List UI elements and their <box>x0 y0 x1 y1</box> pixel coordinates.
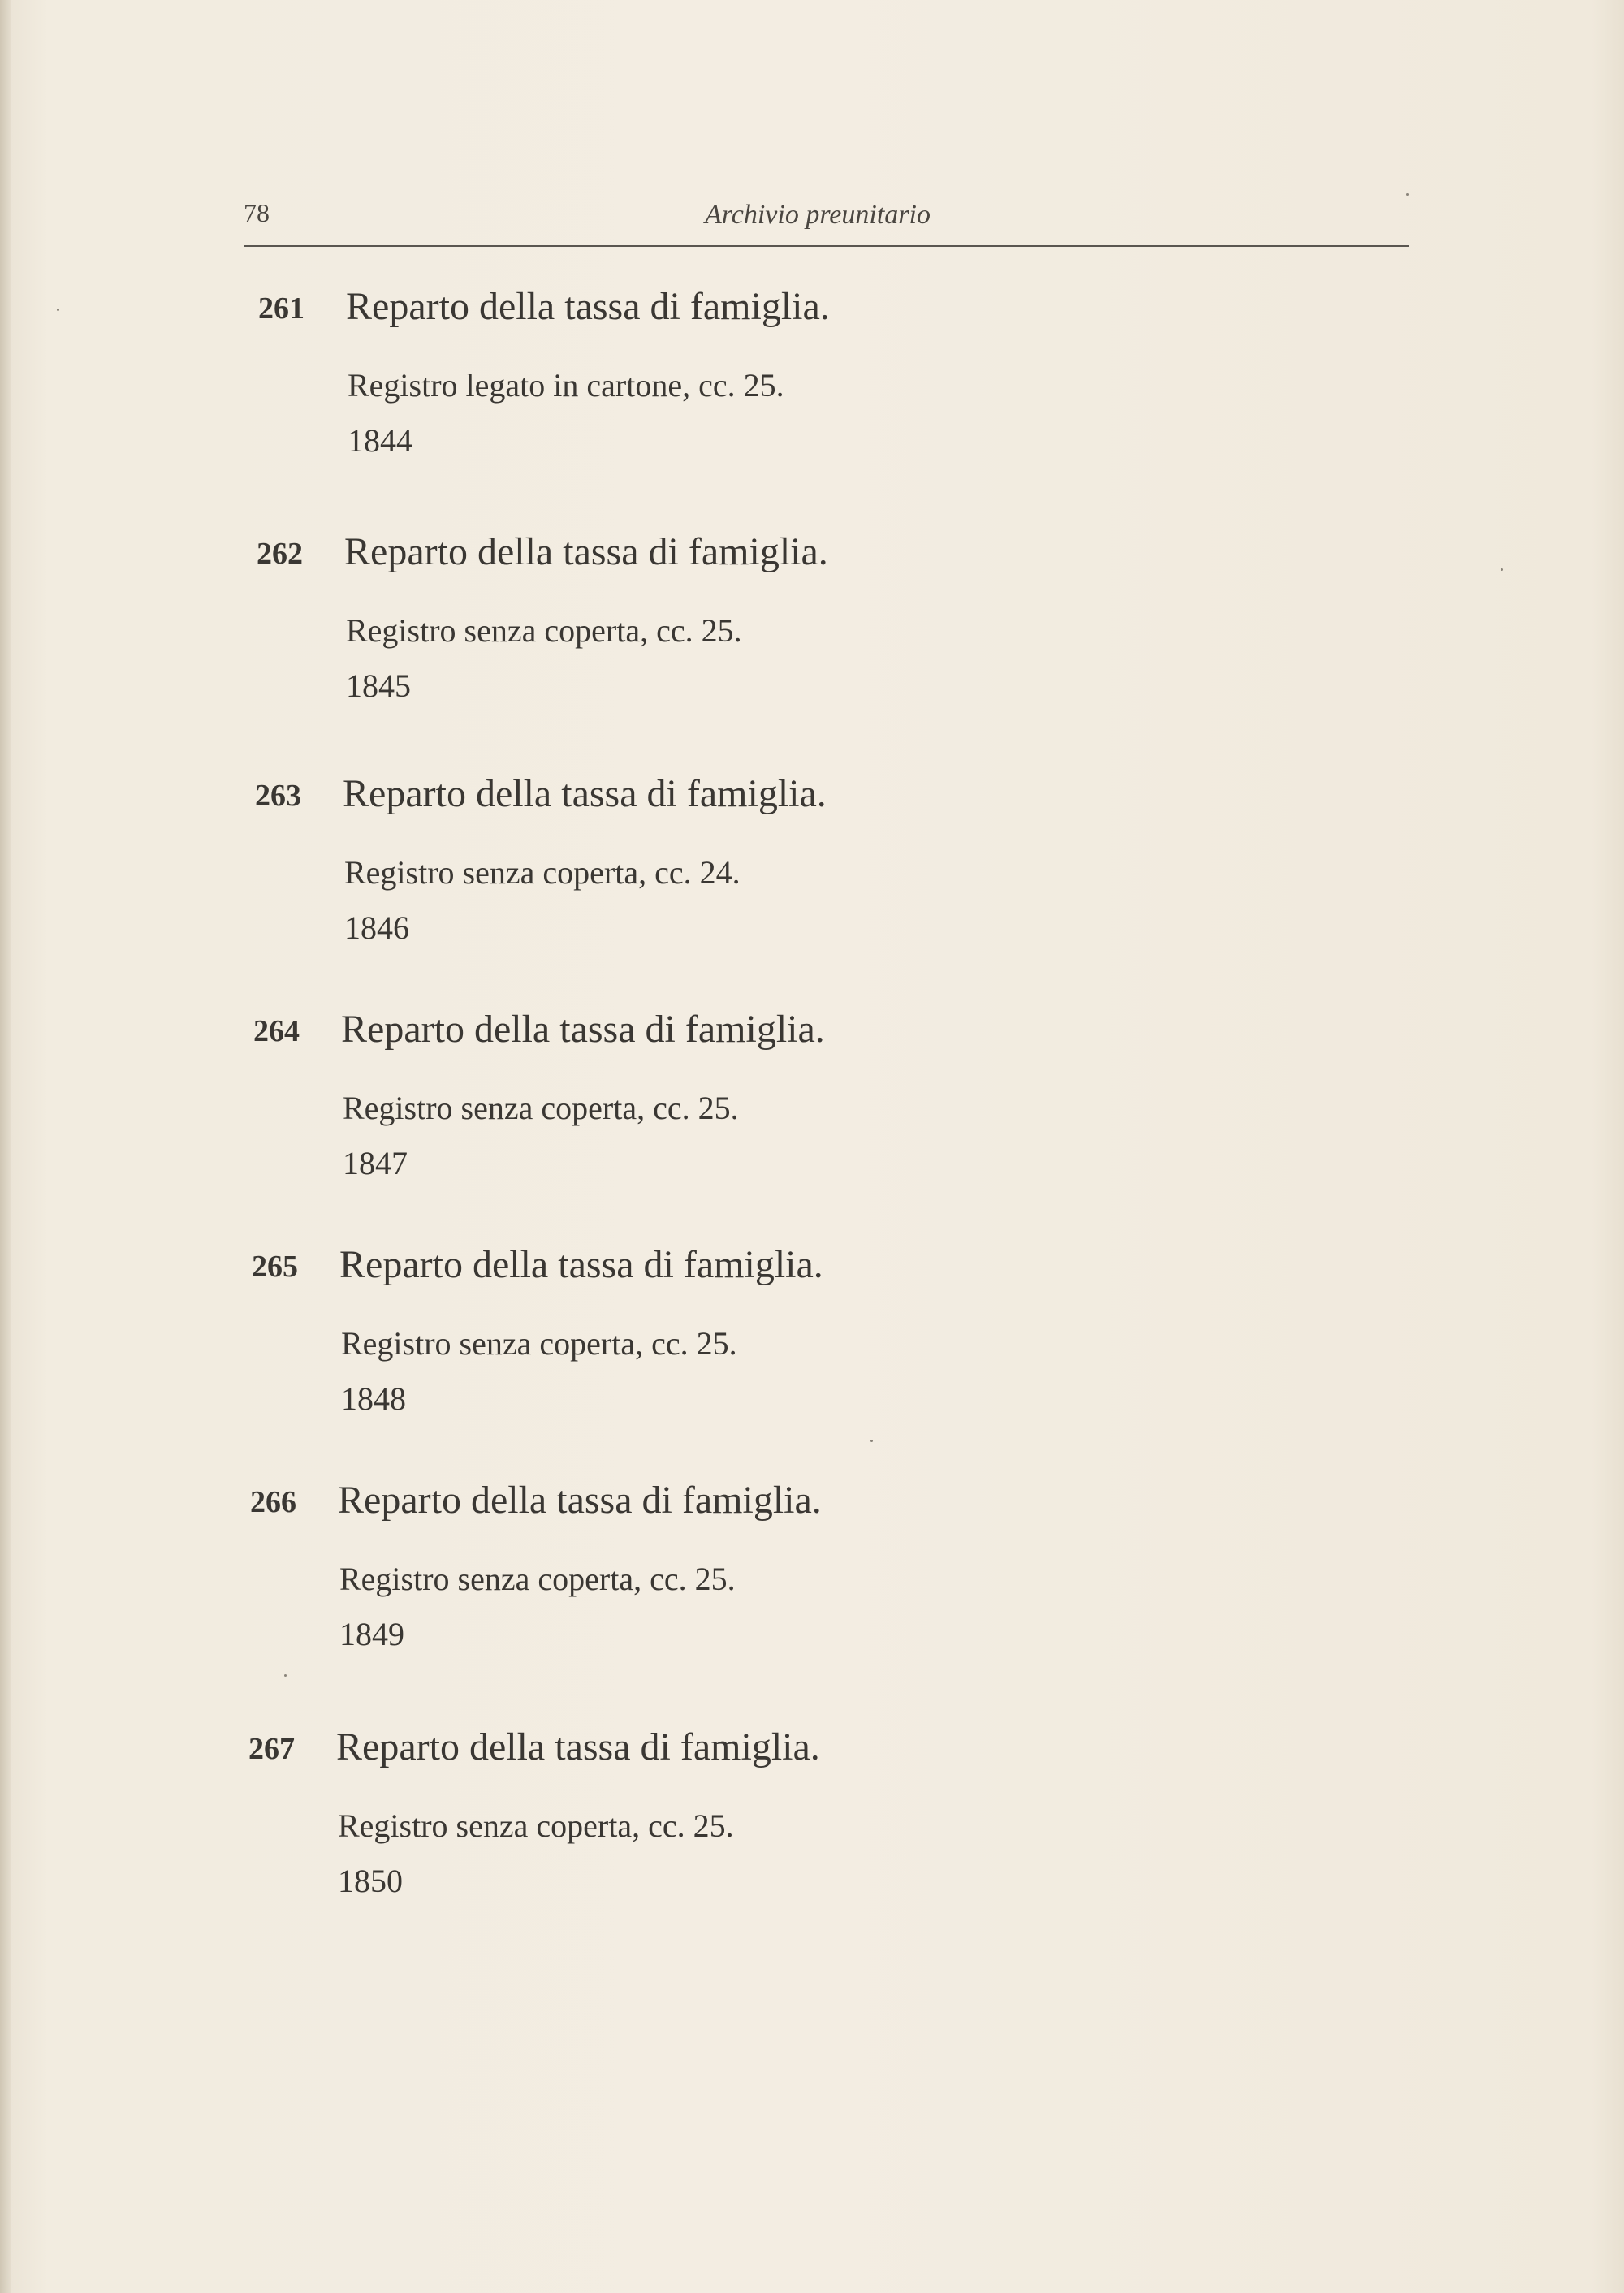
catalog-entry <box>255 772 1229 965</box>
entry-title: Reparto della tassa di famiglia. <box>336 1725 820 1768</box>
entry-number: 267 <box>248 1732 295 1766</box>
entry-year: 1850 <box>338 1863 403 1899</box>
paper-speck <box>57 309 59 311</box>
entry-year: 1846 <box>344 909 409 946</box>
paper-speck <box>1406 193 1409 196</box>
paper-speck <box>284 1674 287 1677</box>
catalog-entry <box>252 1243 1226 1436</box>
entry-year: 1845 <box>346 667 411 704</box>
entry-description: Registro senza coperta, cc. 25. <box>338 1807 734 1844</box>
entry-description: Registro senza coperta, cc. 25. <box>346 612 742 649</box>
entry-description: Registro senza coperta, cc. 24. <box>344 854 741 891</box>
entry-description: Registro senza coperta, cc. 25. <box>339 1561 736 1597</box>
running-title: Archivio preunitario <box>705 200 931 230</box>
entry-number: 264 <box>253 1014 300 1048</box>
page-header <box>244 195 1409 247</box>
entry-number: 266 <box>250 1485 296 1519</box>
entry-description: Registro senza coperta, cc. 25. <box>341 1325 737 1362</box>
entry-title: Reparto della tassa di famiglia. <box>346 285 830 328</box>
entry-year: 1848 <box>341 1380 406 1417</box>
entry-title: Reparto della tassa di famiglia. <box>341 1008 825 1051</box>
catalog-entry <box>250 1479 1224 1671</box>
catalog-entry <box>257 530 1231 723</box>
paper-speck <box>870 1440 873 1442</box>
entry-year: 1844 <box>348 422 412 459</box>
entry-year: 1847 <box>343 1145 408 1181</box>
catalog-entry <box>248 1725 1223 1918</box>
entry-description: Registro legato in cartone, cc. 25. <box>348 367 784 404</box>
binding-edge <box>0 0 11 2293</box>
catalog-entry <box>258 285 1233 477</box>
paper-speck <box>1501 568 1503 571</box>
entry-title: Reparto della tassa di famiglia. <box>343 772 827 815</box>
entry-title: Reparto della tassa di famiglia. <box>338 1479 822 1522</box>
entry-title: Reparto della tassa di famiglia. <box>339 1243 823 1286</box>
entry-number: 262 <box>257 537 303 571</box>
entry-number: 261 <box>258 291 304 326</box>
entry-number: 263 <box>255 779 301 813</box>
catalog-entry <box>253 1008 1228 1200</box>
entry-description: Registro senza coperta, cc. 25. <box>343 1090 739 1126</box>
entry-number: 265 <box>252 1250 298 1284</box>
page-number: 78 <box>244 198 270 227</box>
entry-title: Reparto della tassa di famiglia. <box>344 530 828 573</box>
entry-year: 1849 <box>339 1616 404 1652</box>
